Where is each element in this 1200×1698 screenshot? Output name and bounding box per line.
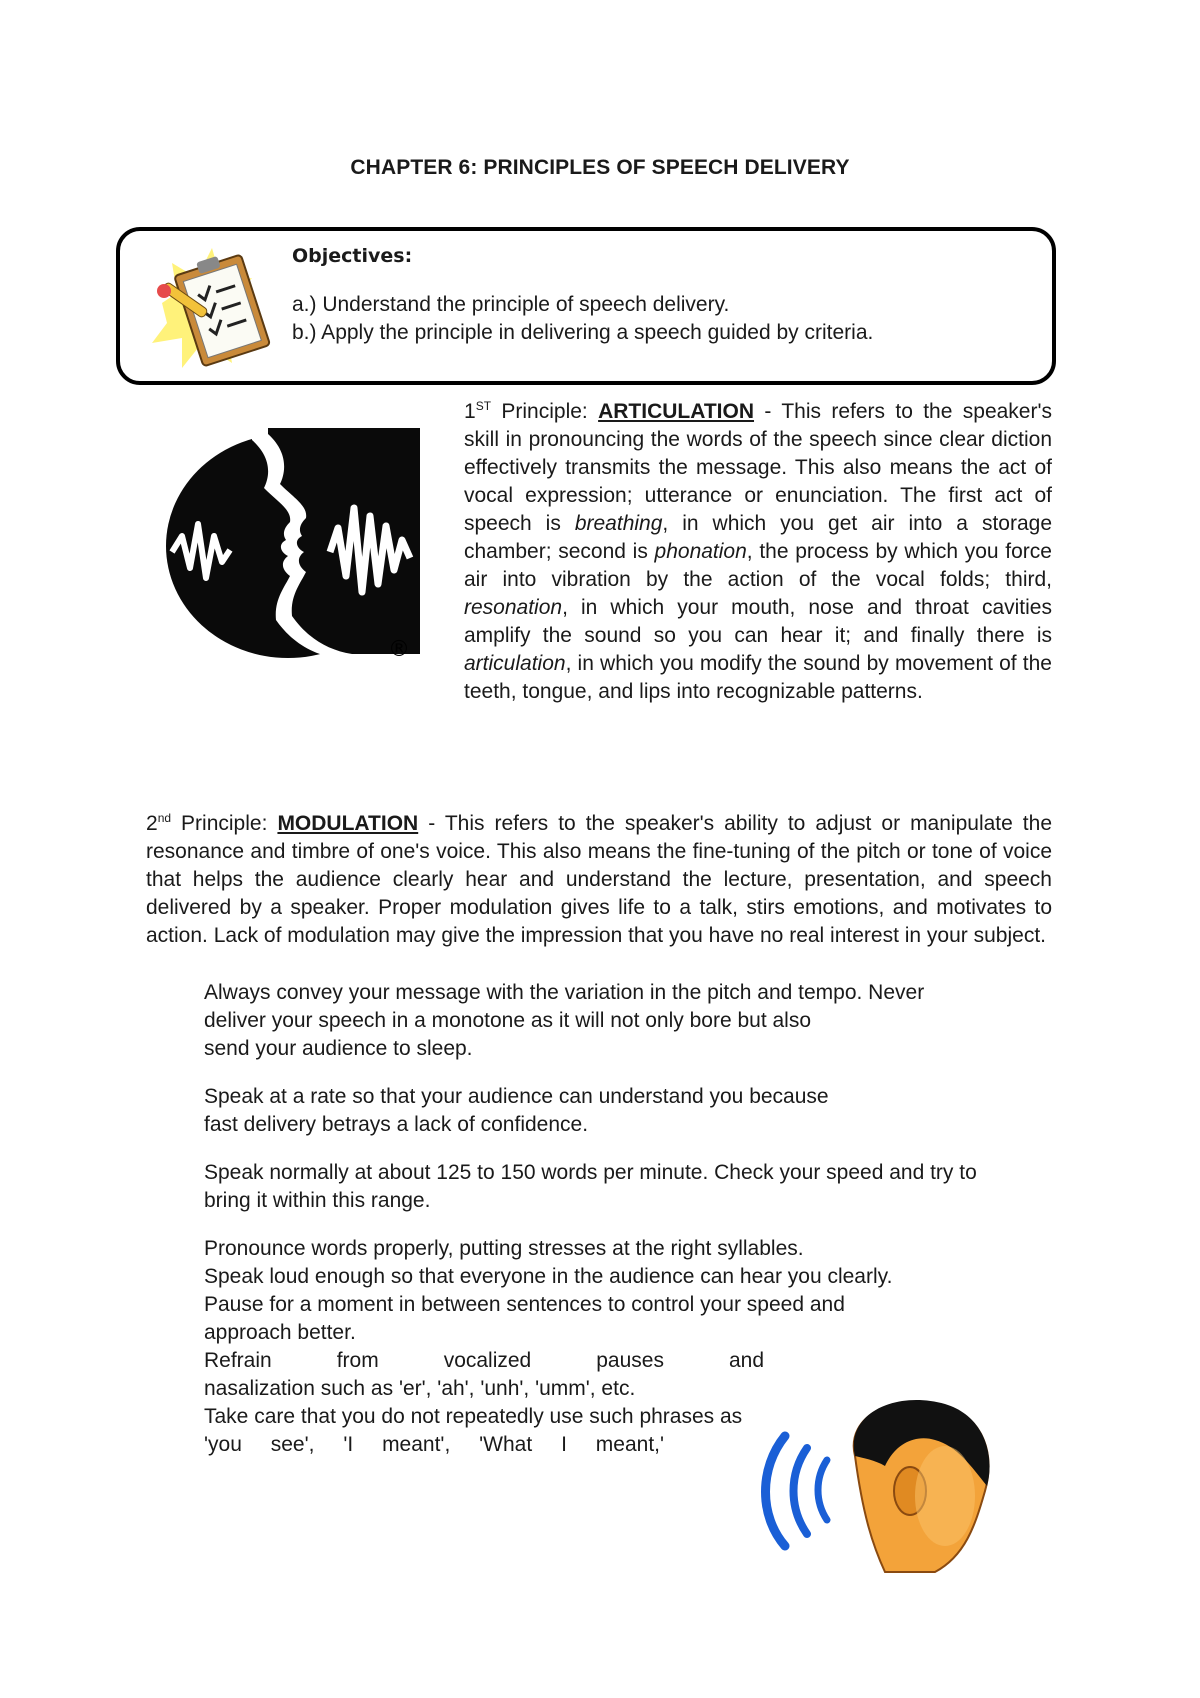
principle-name: MODULATION: [277, 812, 419, 835]
speaking-head-icon: [160, 428, 430, 668]
principle-modulation: 2nd Principle: MODULATION - This refers to the speaker's ability to adjust or manipulate the resonance and timbre of one's voice. This also means the fine-tuning of the pitch or tone of voice that helps the audience clearly hear and understand the lecture, presentation, and speech delivered by a speaker. Proper modulation gives life to a talk, stirs emotions, and motivates to action. Lack of modulation may give the impression that you have no real interest in your subject.: [146, 811, 1052, 947]
listening-head-icon: [745, 1396, 995, 1576]
list-item: Speak at a rate so that your audience can understand you because fast delivery betrays a lack of confidence.: [204, 1085, 829, 1136]
registered-mark: ®: [388, 637, 410, 662]
list-item: Pause for a moment in between sentences to control your speed and approach better.: [204, 1293, 845, 1344]
list-item: Pronounce words properly, putting stresses at the right syllables.: [204, 1237, 804, 1260]
list-item: Take care that you do not repeatedly use such phrases as 'you see', 'I meant', 'What I meant,': [204, 1405, 743, 1456]
list-item: Always convey your message with the variation in the pitch and tempo. Never deliver your speech in a monotone as it will not only bore but also send your audience to sleep.: [204, 981, 925, 1060]
objectives-heading: Objectives:: [292, 245, 413, 267]
principle-articulation: 1ST Principle: ARTICULATION - This refers to the speaker's skill in pronouncing the words of the speech since clear diction effectively transmits the message. This also means the act of vocal expression; utterance or enunciation. The first act of speech is breathing, in which you get air into a storage chamber; second is phonation, the process by which you force air into vibration by the action of the vocal folds; third, resonation, in which your mouth, nose and throat cavities amplify the sound so you can hear it; and finally there is articulation, in which you modify the sound by movement of the teeth, tongue, and lips into recognizable patterns.: [464, 399, 1052, 703]
principle-name: ARTICULATION: [598, 400, 755, 423]
objectives-box: [116, 227, 1056, 385]
page-title: CHAPTER 6: PRINCIPLES OF SPEECH DELIVERY: [350, 156, 850, 179]
list-item: Speak loud enough so that everyone in the audience can hear you clearly.: [204, 1265, 893, 1288]
objective-item: b.) Apply the principle in delivering a speech guided by criteria.: [292, 321, 874, 344]
objective-item: a.) Understand the principle of speech delivery.: [292, 293, 730, 316]
clipboard-icon: [142, 243, 282, 373]
list-item: Speak normally at about 125 to 150 words per minute. Check your speed and try to bring it within this range.: [204, 1161, 977, 1212]
list-item: Refrain from vocalized pauses and nasalization such as 'er', 'ah', 'unh', 'umm', etc.: [204, 1349, 764, 1400]
modulation-tips-list: [146, 979, 1066, 1459]
